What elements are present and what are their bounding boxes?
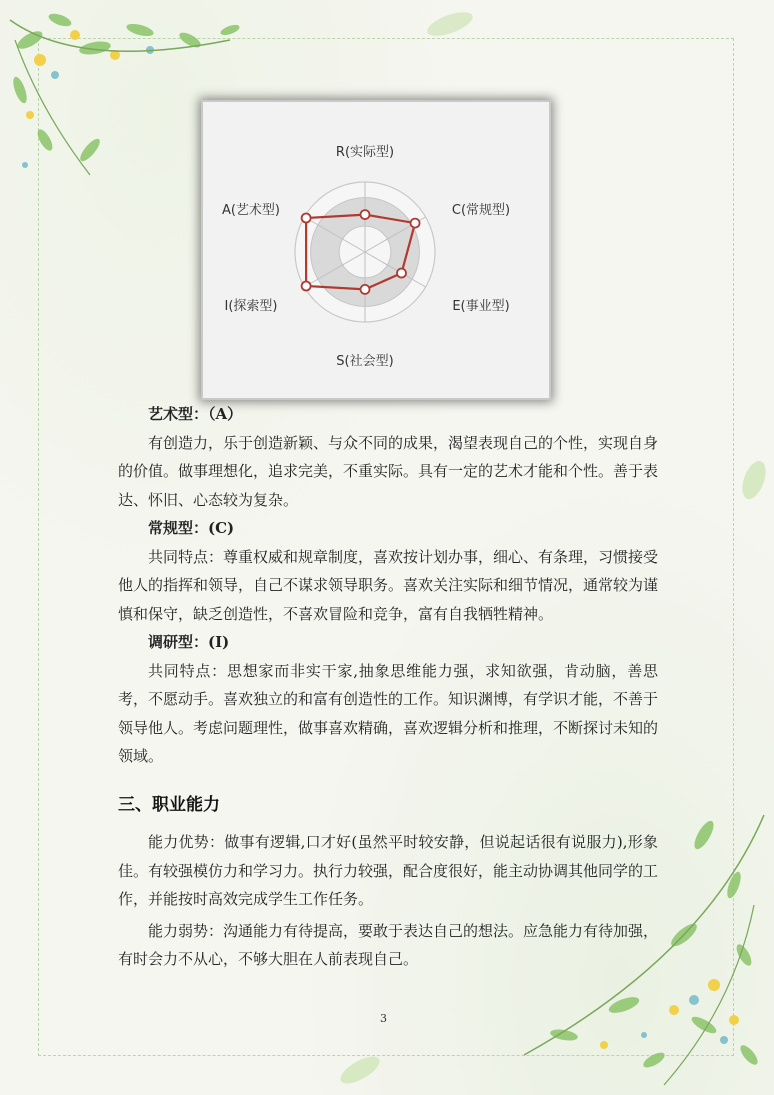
radar-axis-label-I: I(探索型) — [224, 299, 278, 314]
page-number: 3 — [380, 1012, 387, 1025]
radar-chart — [203, 102, 549, 398]
section-heading: 艺术型：（A） — [148, 405, 243, 423]
radar-axis-label-A: A(艺术型) — [221, 203, 281, 218]
section-paragraph: 共同特点：尊重权威和规章制度，喜欢按计划办事，细心、有条理，习惯接受他人的指挥和领导，自己不谋求领导职务。喜欢关注实际和细节情况，通常较为谨慎和保守，缺乏创造性，不喜欢冒险和竞争，富有自我牺牲精神。 — [118, 547, 659, 623]
ability-strength: 能力优势：做事有逻辑,口才好(虽然平时较安静，但说起话很有说服力),形象佳。有较强模仿力和学习力。执行力较强，配合度很好，能主动协调其他同学的工作，并能按时高效完成学生工作任务。 — [118, 833, 659, 908]
radar-axis-label-E: E(事业型) — [452, 299, 510, 314]
section-paragraph: 有创造力，乐于创造新颖、与众不同的成果，渴望表现自己的个性，实现自身的价值。做事理想化，追求完美，不重实际。具有一定的艺术才能和个性。善于表达、怀旧、心态较为复杂。 — [118, 433, 659, 509]
radar-axis-label-C: C(常规型) — [451, 203, 511, 218]
radar-axis-label-S: S(社会型) — [336, 354, 394, 369]
section-heading: 调研型：(I) — [148, 633, 230, 651]
ability-weakness: 能力弱势：沟通能力有待提高，要敢于表达自己的想法。应急能力有待加强，有时会力不从心，不够大胆在人前表现自己。 — [118, 921, 659, 968]
radar-point-E — [397, 269, 406, 278]
section-investigative — [118, 628, 658, 771]
section-artistic — [118, 400, 658, 514]
leaf-decoration-top-right-icon — [420, 4, 480, 44]
leaf-decoration-bottom-left-icon — [330, 1045, 390, 1095]
radar-point-I — [302, 282, 311, 291]
radar-point-A — [302, 214, 311, 223]
leaf-decoration-right-icon — [734, 455, 774, 505]
radar-point-C — [411, 219, 420, 228]
type-descriptions — [118, 400, 658, 771]
radar-point-R — [361, 210, 370, 219]
radar-axis-label-R: R(实际型) — [335, 145, 395, 160]
ability-section-title: 三、职业能力 — [118, 795, 220, 815]
radar-chart-frame — [203, 102, 549, 398]
section-paragraph: 共同特点：思想家而非实干家,抽象思维能力强，求知欲强，肯动脑，善思考，不愿动手。喜欢独立的和富有创造性的工作。知识渊博，有学识才能，不善于领导他人。考虑问题理性，做事喜欢精确，喜欢逻辑分析和推理，不断探讨未知的领域。 — [118, 661, 659, 765]
section-conventional — [118, 514, 658, 628]
ability-content — [118, 828, 658, 977]
radar-point-S — [361, 285, 370, 294]
section-heading: 常规型：(C) — [148, 519, 235, 537]
